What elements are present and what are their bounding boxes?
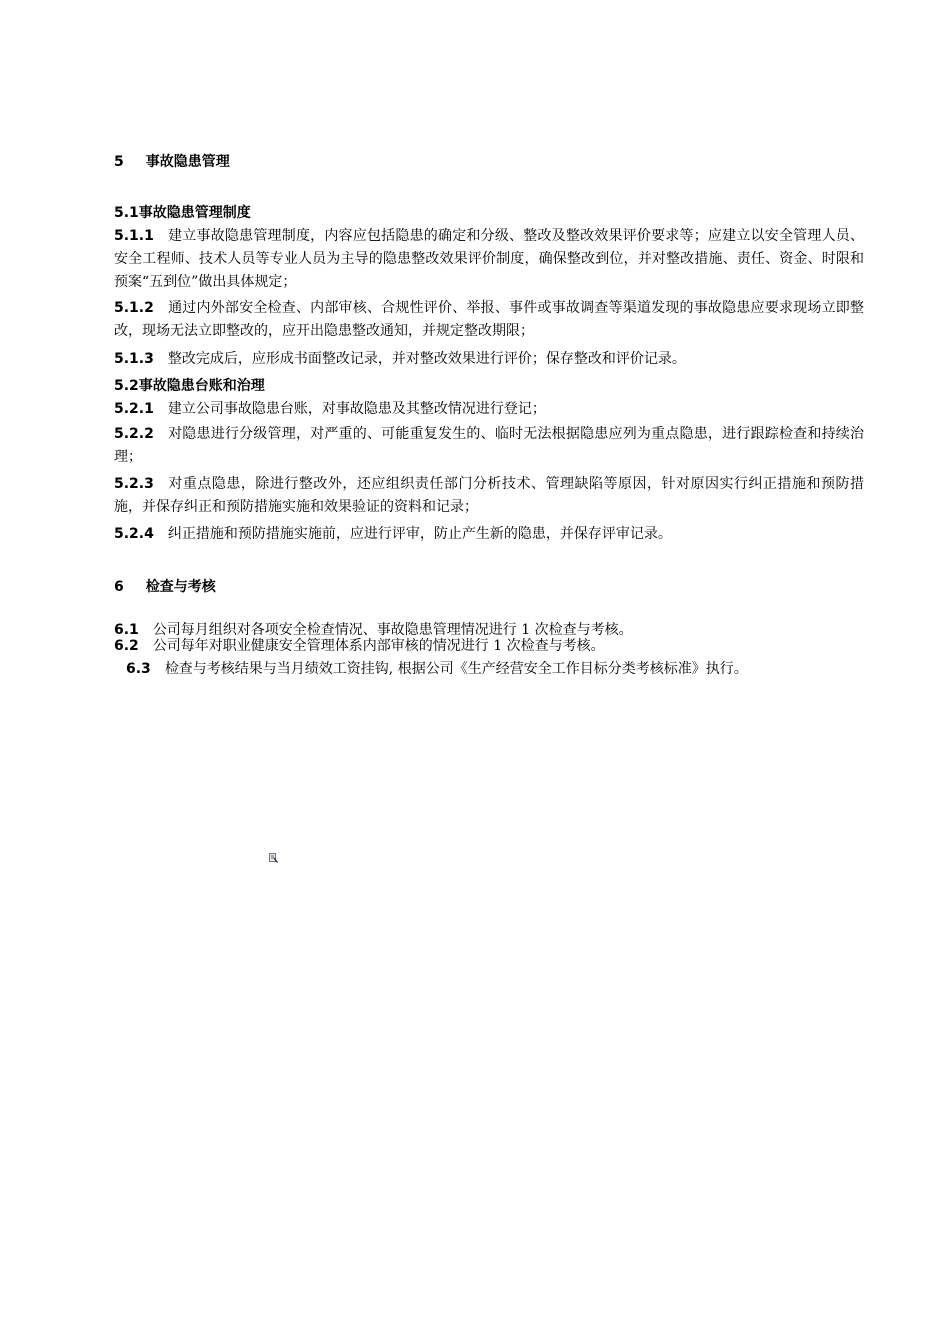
item-text: 公司每月组织对各项安全检查情况、事故隐患管理情况进行 1 次检查与考核。 bbox=[152, 622, 633, 638]
item-number: 5.1.1 bbox=[114, 228, 154, 244]
item-text: 公司每年对职业健康安全管理体系内部审核的情况进行 1 次检查与考核。 bbox=[152, 638, 605, 654]
section-6-heading bbox=[114, 576, 216, 596]
item-5-2-4 bbox=[114, 523, 864, 546]
section-6-title: 检查与考核 bbox=[145, 579, 216, 595]
item-6-2 bbox=[114, 637, 605, 655]
item-text: 对隐患进行分级管理，对严重的、可能重复发生的、临时无法根据隐患应列为重点隐患，进行跟踪检查和持续治理； bbox=[114, 426, 864, 465]
item-text: 整改完成后，应形成书面整改记录，并对整改效果进行评价；保存整改和评价记录。 bbox=[167, 351, 686, 367]
item-5-1-1 bbox=[114, 225, 864, 294]
section-5-title: 事故隐患管理 bbox=[145, 154, 230, 170]
item-text: 建立公司事故隐患台账，对事故隐患及其整改情况进行登记； bbox=[167, 401, 546, 417]
item-5-2-2 bbox=[114, 423, 864, 469]
item-5-1-3 bbox=[114, 348, 864, 371]
item-5-2-3 bbox=[114, 473, 864, 519]
small-image-icon bbox=[269, 853, 278, 863]
item-number: 5.2.1 bbox=[114, 401, 154, 417]
item-number: 5.1.3 bbox=[114, 351, 154, 367]
item-5-1-2 bbox=[114, 297, 864, 343]
item-number: 5.2.2 bbox=[114, 426, 154, 442]
subsection-5-1-title: 5.1事故隐患管理制度 bbox=[114, 205, 251, 221]
item-number: 6.1 bbox=[114, 622, 139, 638]
item-number: 6.3 bbox=[126, 661, 151, 677]
item-text: 检查与考核结果与当月绩效工资挂钩, 根据公司《生产经营安全工作目标分类考核标准》执行。 bbox=[164, 661, 748, 677]
item-number: 6.2 bbox=[114, 638, 139, 654]
item-number: 5.2.4 bbox=[114, 526, 154, 542]
section-6-number: 6 bbox=[114, 579, 124, 595]
item-number: 5.2.3 bbox=[114, 476, 154, 492]
subsection-5-2-title: 5.2事故隐患台账和治理 bbox=[114, 378, 265, 394]
section-5-heading bbox=[114, 151, 230, 171]
item-text: 纠正措施和预防措施实施前，应进行评审，防止产生新的隐患，并保存评审记录。 bbox=[167, 526, 672, 542]
item-text: 建立事故隐患管理制度，内容应包括隐患的确定和分级、整改及整改效果评价要求等；应建立以安全管理人员、安全工程师、技术人员等专业人员为主导的隐患整改效果评价制度，确保整改到位，并对整改措施、责任、资金、时限和预案“五到位”做出具体规定； bbox=[114, 228, 864, 290]
item-5-2-1 bbox=[114, 398, 864, 421]
section-5-number: 5 bbox=[114, 154, 124, 170]
item-6-3 bbox=[126, 660, 748, 678]
item-number: 5.1.2 bbox=[114, 300, 154, 316]
item-text: 通过内外部安全检查、内部审核、合规性评价、举报、事件或事故调查等渠道发现的事故隐患应要求现场立即整改，现场无法立即整改的，应开出隐患整改通知，并规定整改期限； bbox=[114, 300, 864, 339]
item-text: 对重点隐患，除进行整改外，还应组织责任部门分析技术、管理缺陷等原因，针对原因实行纠正措施和预防措施，并保存纠正和预防措施实施和效果验证的资料和记录； bbox=[114, 476, 864, 515]
